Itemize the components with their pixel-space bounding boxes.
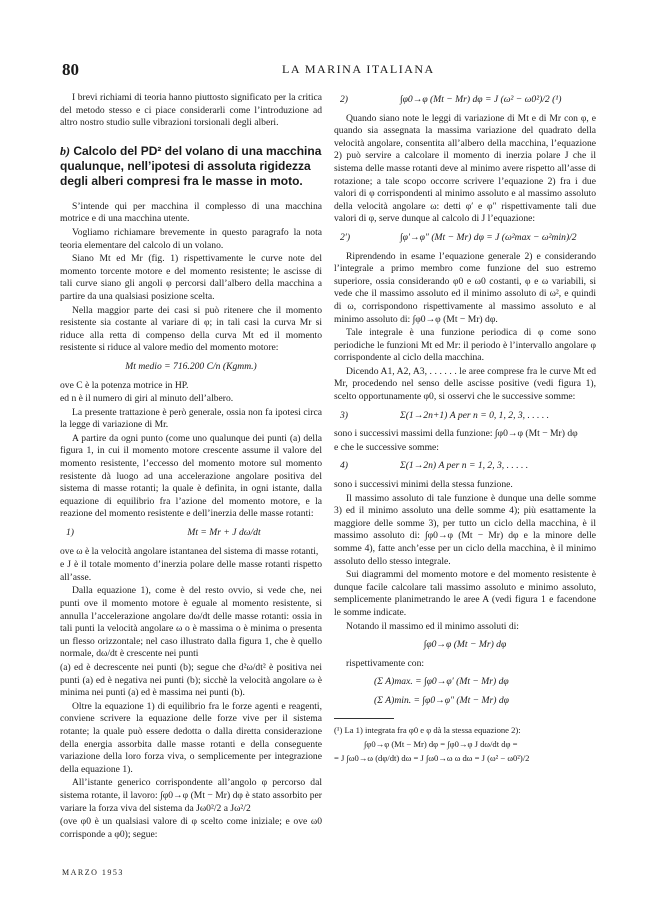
paragraph: ove C è la potenza motrice in HP. <box>60 379 189 391</box>
equation-number: 2) <box>340 94 348 105</box>
paragraph: e che le successive somme: <box>334 441 439 453</box>
paragraph: Quando siano note le leggi di variazione di Mt e di Mr con φ, e quando sia assegnata la massima variazione del quadrato della velocità angolare, consentita all’albero della macchina, l’equazione 2) può servire a calcolare il momento di inerzia polare J che il sistema delle masse rotanti deve al minimo avere rispetto all’asse di rotazione; a tale scopo occorre scrivere l’equazione 2) fra i due valori di φ corrispondenti al minimo assoluto e al massimo assoluto della velocità angolare ω: detti φ′ e φ″ rispettivamente tali due valori di φ, serve dunque al calcolo di J l’equazione: <box>334 112 596 225</box>
equation-text: Σ(1→2n+1) A per n = 0, 1, 2, 3, . . . . . <box>400 409 550 421</box>
equation-2 <box>334 94 596 107</box>
paragraph: ed n è il numero di giri al minuto dell’albero. <box>60 393 234 405</box>
paragraph: La presente trattazione è però generale, ossia non fa ipotesi circa la legge di variazione di Mr. <box>60 406 322 431</box>
paragraph: S’intende qui per macchina il complesso di una macchina motrice e di una macchina utente. <box>60 200 322 225</box>
equation-text: Σ(1→2n) A per n = 1, 2, 3, . . . . . <box>400 460 529 472</box>
paragraph: sono i successivi minimi della stessa funzione. <box>334 479 513 491</box>
equation-number: 4) <box>340 460 348 472</box>
equation-text: (Σ A)min. = ∫φ0→φ″ (Mt − Mr) dφ <box>374 694 509 706</box>
journal-title: LA MARINA ITALIANA <box>282 62 435 76</box>
footer-issue: MARZO 1953 <box>62 868 124 877</box>
paragraph: e J è il totale momento d’inerzia polare delle masse rotanti rispetto all’asse. <box>60 559 322 583</box>
equation-1 <box>60 527 322 540</box>
equation-text: Mt medio = 716.200 C/n (Kgmm.) <box>125 360 257 372</box>
paragraph: Siano Mt ed Mr (fig. 1) rispettivamente le curve note del momento torcente motore e del momento resistente; le ascisse di tali curve siano gli angoli φ percorsi dall’albero della macchina a partire da una qualsiasi posizione scelta. <box>60 253 322 302</box>
equation-2-prime <box>334 232 596 245</box>
footnote-divider <box>334 718 394 719</box>
paragraph: Notando il massimo ed il minimo assoluti di: <box>346 620 519 632</box>
paragraph: (ove φ0 è un qualsiasi valore di φ scelto come iniziale; e ove ω0 corrisponde a φ0); segue: <box>60 816 322 840</box>
paragraph: A partire da ogni punto (come uno qualunque dei punti (a) della figura 1, in cui il momento motore crescente assume il valore del momento resistente, l’eccesso del momento motore sul momento resistente dà luogo ad una accelerazione angolare positiva del sistema di masse rotanti; la quale è definita, in ogni istante, dalla equazione di equilibrio fra l’azione del momento motore, e la reazione del momento resistente e dell’inerzia delle masse rotanti: <box>60 432 322 520</box>
equation-number: 1) <box>66 527 74 539</box>
equation-text: ∫φ0→φ (Mt − Mr) dφ = J (ω² − ω0²)/2 (¹) <box>400 94 562 105</box>
equation-text: Mt = Mr + J dω/dt <box>187 527 261 539</box>
page-number: 80 <box>62 60 79 79</box>
paragraph: Oltre la equazione 1) di equilibrio fra le forze agenti e reagenti, conviene scrivere la equazione delle forze vive per il sistema rotante; la quale può essere dedotta o dalla diretta considerazione della energia assorbita dalle masse rotanti e della conseguente variazione della loro forza viva, o semplicemente per integrazione della equazione 1). <box>60 700 322 775</box>
paragraph: Il massimo assoluto di tale funzione è dunque una delle somme 3) ed il minimo assoluto una delle somme 4); più esattamente la maggiore delle somme 3), per tutto un ciclo della macchina, è il massimo assoluto di: ∫φ0→φ (Mt − Mr) dφ e la minore delle somme 4), fatte anch’esse per un ciclo della macchina, è il minimo assoluto dello stesso integrale. <box>334 492 596 567</box>
paragraph: (a) ed è decrescente nei punti (b); segue che d²ω/dt² è positiva nei punti (a) ed è negativa nei punti (b); sicchè la velocità angolare ω è minima nei punti (a) ed è massima nei punti (b). <box>60 661 322 699</box>
equation-4 <box>334 460 596 473</box>
paragraph: Riprendendo in esame l’equazione generale 2) e considerando l’integrale a primo membro come funzione del suo estremo superiore, ossia considerando φ0 e ω0 costanti, φ e ω variabili, si vede che il massimo assoluto ed il minimo assoluto di ω², e quindi di ω, corrispondono rispettivamente al massimo assoluto e al minimo assoluto di: ∫φ0→φ (Mt − Mr) dφ. <box>334 250 596 325</box>
paragraph: Nella maggior parte dei casi si può ritenere che il momento resistente sia costante al variare di φ; in tali casi la curva Mr si riduce alla retta di compenso della curva Mt ed il momento resistente si riduce al valore medio del momento motore: <box>60 304 322 354</box>
paragraph: Dicendo A1, A2, A3, . . . . . . le aree comprese fra le curve Mt ed Mr, procedendo nel senso delle ascisse positive (vedi figura 1), scelto opportunamente φ0, si osservi che le successive somme: <box>334 365 596 403</box>
paragraph: ove ω è la velocità angolare istantanea del sistema di masse rotanti, <box>60 545 319 557</box>
equation-max <box>334 676 596 689</box>
paragraph: rispettivamente con: <box>346 657 425 669</box>
footnote-line: ∫φ0→φ (Mt − Mr) dφ = ∫φ0→φ J dω/dt dφ = <box>364 738 518 749</box>
equation-text: ∫φ0→φ (Mt − Mr) dφ <box>423 639 507 651</box>
equation-number: 2′) <box>340 231 351 243</box>
section-title: Calcolo del PD² del volano di una macchina qualunque, nell’ipotesi di assoluta rigidezza degli alberi compresi fra le masse in moto. <box>60 143 322 188</box>
equation-number: 3) <box>340 409 348 421</box>
section-label: b) <box>60 143 70 158</box>
paragraph: Tale integrale è una funzione periodica di φ come sono periodiche le funzioni Mt ed Mr: il periodo è l’intervallo angolare φ corrispondente al ciclo della macchina. <box>334 327 596 364</box>
paragraph: sono i successivi massimi della funzione: ∫φ0→φ (Mt − Mr) dφ <box>334 428 578 440</box>
footnote-line: = J ∫ω0→ω (dφ/dt) dω = J ∫ω0→ω ω dω = J (ω² − ω0²)/2 <box>334 752 530 763</box>
paragraph: Sui diagrammi del momento motore e del momento resistente è dunque facile calcolare tali massimo assoluto e minimo assoluto, semplicemente planimetrando le aree A (vedi figura 1 e facendone le somme indicate. <box>334 569 596 618</box>
equation-3 <box>334 410 596 423</box>
equation-text: ∫φ′→φ″ (Mt − Mr) dφ = J (ω²max − ω²min)/2 <box>400 231 577 243</box>
equation-integral <box>334 639 596 652</box>
paragraph: I brevi richiami di teoria hanno piuttosto significato per la critica del metodo stesso e ci piace considerarli come l’introduzione ad altro nostro studio sulle vibrazioni torsionali degli alberi. <box>60 92 322 129</box>
paragraph: Vogliamo richiamare brevemente in questo paragrafo la nota teoria elementare del calcolo di un volano. <box>60 226 322 251</box>
footnote <box>334 725 596 764</box>
section-heading <box>60 144 322 189</box>
left-column <box>60 92 322 842</box>
equation-text: (Σ A)max. = ∫φ0→φ′ (Mt − Mr) dφ <box>374 676 509 688</box>
right-column <box>334 92 596 764</box>
footnote-line: (¹) La 1) integrata fra φ0 e φ dà la stessa equazione 2): <box>334 724 521 735</box>
equation-min <box>334 695 596 708</box>
equation-medio <box>60 361 322 374</box>
paragraph: Dalla equazione 1), come è del resto ovvio, si vede che, nei punti ove il momento motore è eguale al momento resistente, si annulla l’accelerazione angolare dω/dt delle masse rotanti: ossia in tali punti la velocità angolare ω o è massima o è minima o presenta un flesso orizzontale; nel caso illustrato dalla figura 1, che è quello normale, dω/dt è crescente nei punti <box>60 585 322 660</box>
paragraph: All’istante generico corrispondente all’angolo φ percorso dal sistema rotante, il lavoro: ∫φ0→φ (Mt − Mr) dφ è stato assorbito per variare la forza viva del sistema da Jω0²/2 a Jω²/2 <box>60 777 322 814</box>
